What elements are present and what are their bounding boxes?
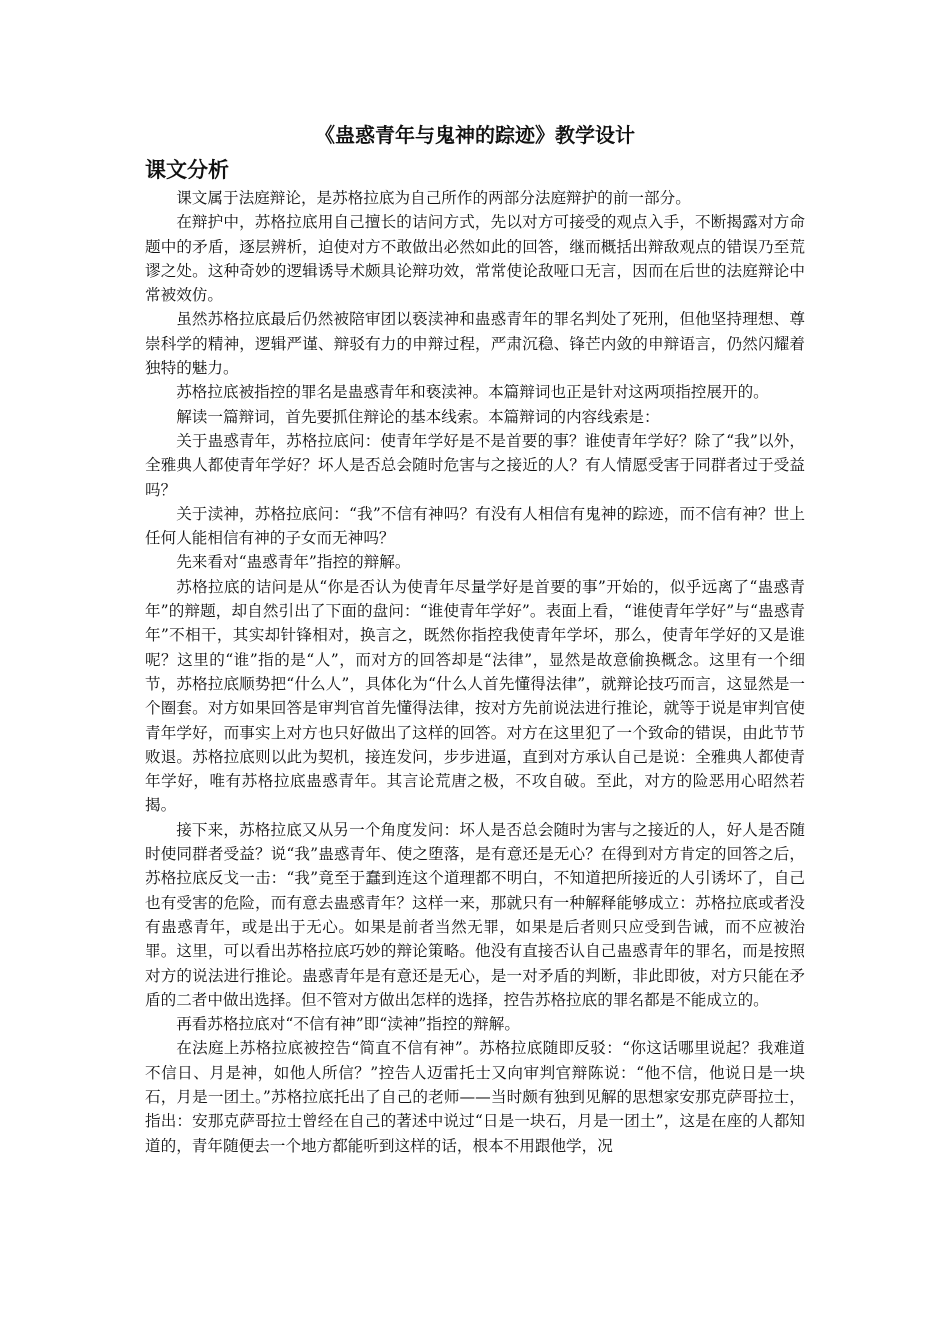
paragraph: 苏格拉底被指控的罪名是蛊惑青年和亵渎神。本篇辩词也正是针对这两项指控展开的。 (176, 383, 769, 402)
paragraph: 在法庭上苏格拉底被控告“简直不信有神”。苏格拉底随即反驳：“你这话哪里说起？我难道不信日、月是神，如他人所信？”控告人迈雷托士又向审判官辩陈说：“他不信，他说日是一块石，月是一团土。”苏格拉底托出了自己的老师——当时颇有独到见解的思想家安那克萨哥拉士，指出：安那克萨哥拉士曾经在自己的著述中说过“日是一块石，月是一团土”，这是在座的人都知道的，青年随便去一个地方都能听到这样的话，根本不用跟他学，况 (145, 1039, 805, 1155)
paragraph: 接下来，苏格拉底又从另一个角度发问：坏人是否总会随时为害与之接近的人，好人是否随时使同群者受益？说“我”蛊惑青年、使之堕落，是有意还是无心？在得到对方肯定的回答之后，苏格拉底反戈一击：“我”竟至于蠢到连这个道理都不明白，不知道把所接近的人引诱坏了，自己也有受害的危险，而有意去蛊惑青年？这样一来，那就只有一种解释能够成立：苏格拉底或者没有蛊惑青年，或是出于无心。如果是前者当然无罪，如果是后者则只应受到告诫，而不应被治罪。这里，可以看出苏格拉底巧妙的辩论策略。他没有直接否认自己蛊惑青年的罪名，而是按照对方的说法进行推论。蛊惑青年是有意还是无心，是一对矛盾的判断，非此即彼，对方只能在矛盾的二者中做出选择。但不管对方做出怎样的选择，控告苏格拉底的罪名都是不能成立的。 (145, 820, 805, 1009)
document-body (145, 186, 805, 1158)
paragraph: 课文属于法庭辩论，是苏格拉底为自己所作的两部分法庭辩护的前一部分。 (176, 189, 691, 207)
paragraph: 先来看对“蛊惑青年”指控的辩解。 (176, 553, 411, 572)
paragraph: 虽然苏格拉底最后仍然被陪审团以亵渎神和蛊惑青年的罪名判处了死刑，但他坚持理想、尊崇科学的精神，逻辑严谨、辩驳有力的申辩过程，严肃沉稳、锋芒内敛的申辩语言，仍然闪耀着独特的魅力。 (145, 310, 805, 378)
document-title: 《蛊惑青年与鬼神的踪迹》教学设计 (315, 123, 635, 147)
paragraph: 解读一篇辩词，首先要抓住辩论的基本线索。本篇辩词的内容线索是： (176, 407, 660, 426)
paragraph: 再看苏格拉底对“不信有神”即“渎神”指控的辩解。 (176, 1015, 520, 1034)
paragraph: 在辩护中，苏格拉底用自己擅长的诘问方式，先以对方可接受的观点入手，不断揭露对方命题中的矛盾，逐层辨析，迫使对方不敢做出必然如此的回答，继而概括出辩敌观点的错误乃至荒谬之处。这种奇妙的逻辑诱导术颇具论辩功效，常常使论敌哑口无言，因而在后世的法庭辩论中常被效仿。 (145, 213, 805, 305)
section-heading: 课文分析 (145, 158, 229, 182)
paragraph: 关于渎神，苏格拉底问：“我”不信有神吗？有没有人相信有鬼神的踪迹，而不信有神？世上任何人能相信有神的子女而无神吗？ (145, 504, 805, 548)
paragraph: 关于蛊惑青年，苏格拉底问：使青年学好是不是首要的事？谁使青年学好？除了“我”以外，全雅典人都使青年学好？坏人是否总会随时危害与之接近的人？有人情愿受害于同群者过于受益吗？ (145, 431, 805, 499)
paragraph: 苏格拉底的诘问是从“你是否认为使青年尽量学好是首要的事”开始的，似乎远离了“蛊惑青年”的辩题，却自然引出了下面的盘问：“谁使青年学好”。表面上看，“谁使青年学好”与“蛊惑青年”不相干，其实却针锋相对，换言之，既然你指控我使青年学坏，那么，使青年学好的又是谁呢？这里的“谁”指的是“人”，而对方的回答却是“法律”，显然是故意偷换概念。这里有一个细节，苏格拉底顺势把“什么人”，具体化为“什么人首先懂得法律”，就辩论技巧而言，这显然是一个圈套。对方如果回答是审判官首先懂得法律，按对方先前说法进行推论，就等于说是审判官使青年学好，而事实上对方也只好做出了这样的回答。对方在这里犯了一个致命的错误，由此节节败退。苏格拉底则以此为契机，接连发问，步步进逼，直到对方承认自己是说：全雅典人都使青年学好，唯有苏格拉底蛊惑青年。其言论荒唐之极，不攻自破。至此，对方的险恶用心昭然若揭。 (145, 577, 805, 815)
